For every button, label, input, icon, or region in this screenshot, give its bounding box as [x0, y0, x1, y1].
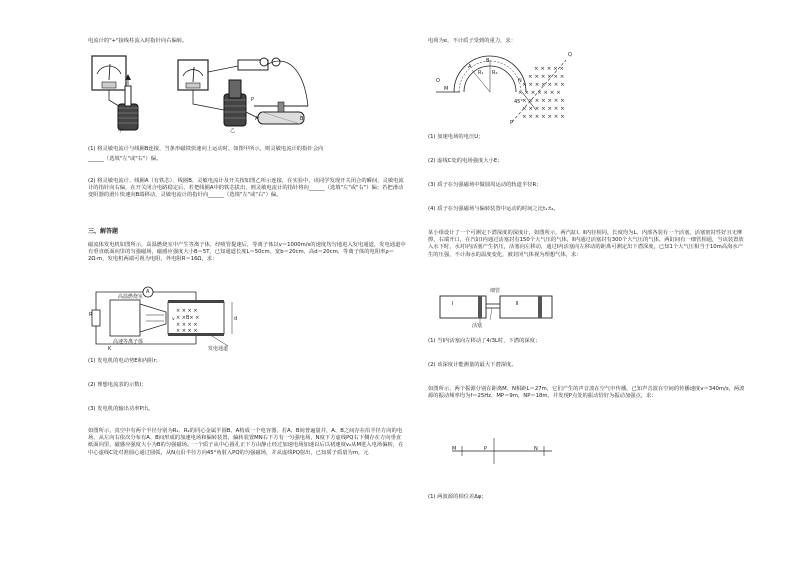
q2-part1: (1) 发电机的电动势E和内阻r； [88, 358, 161, 364]
q4-stem: 某小组设计了一个可测定下潜深度的深度计，如图所示，两汽缸Ⅰ、Ⅱ内径相同，长度均为L，内部各装有一个活塞，活塞密封性好且无摩擦，右端开口，在汽缸Ⅰ内通过活塞封有150个大气压的气体，Ⅱ内通过活塞封有300个大气压的气体，两缸间有一细管相通，当该装置放入水下时，水对Ⅰ内活塞产生挤压，活塞向左移动，通过Ⅰ内活塞向左移动的距离可测定出下潜深度，已知1个大气压相当于10m高海水产生的压强，不计海水的温度变化，被封闭气体视为理想气体，求： [428, 230, 744, 258]
fig5-label-N: N [534, 446, 538, 452]
q5-stem: 如图所示，两个振源分别在距离M、N相距L＝27m，它们产生的声音波在空气中传播，已知声音波在空间的传播速度v＝340m/s，两波源的振动频率均为f＝25Hz，MP＝9m，NP＝18m，并发现P点处的振动恰好为振动加强点，求： [428, 386, 745, 400]
q4-part1: (1) 当Ⅰ内活塞向左移动了4/3L时，下潜的深度； [428, 338, 541, 344]
left-intro-text: 电流计的"+"接线柱流入时指针向右偏转。 [88, 38, 188, 44]
svg-text:v: v [172, 317, 175, 322]
q3-part2: (2) 虚线C处的电场强度大小E； [428, 158, 503, 164]
fig2-label-K: K [108, 346, 112, 352]
figure-galvanometer-coils [88, 50, 313, 138]
fig2-label-A: A [146, 289, 150, 295]
fig2-label-plasma: 高速等离子体 [113, 339, 144, 345]
fig3-label-N: N [518, 78, 522, 84]
q5-part1: (1) 两波源的相位差Δφ； [428, 494, 487, 500]
right-column [428, 0, 748, 562]
svg-text:× × × ×: × × × × [176, 322, 198, 328]
q1-part1-blank: ______（选填"左"或"右"）偏。 [88, 156, 162, 162]
q3-stem: 如图所示，真空中有两个半径分别为R₁、R₂的同心金属半圆B、A构成一个电容器，若A、B间普遍量并，A、B之间存在沿半径方向的电场，从左向右依次分布有A、B间形成的加速电场和偏转装置，偏转装置MN右下方有一匀强电场，N度下方虚线PQ右下侧存在方向垂直纸面向里，磁感应强度大小为B的匀强磁场。一个质子从中心圆孔正下方由静止经过加速电场加速以后以初速度v₀从M进入电场偏转，在中心虚线C处对准圆心通过圆弧，从N点沿半径方向45°角射入PQ的匀强磁场，并从虚线PQ射出，已知质子质量为m，元 [88, 428, 404, 456]
fig2-label-channel: 发电通道 [208, 346, 229, 352]
fig3-label-Q: Q [568, 52, 572, 58]
figure-wave-sources [448, 436, 558, 466]
fig3-label-M: M [444, 86, 449, 92]
q3-part1: (1) 加速电场的电压U； [428, 134, 484, 140]
svg-text:× × × ×: × × × × [176, 328, 198, 334]
left-column [88, 0, 406, 562]
fig3-label-R2: R₂ [492, 70, 498, 76]
q2-stem: 磁流体发电机如图所示，高温燃烧室中产生等离子体，经喷管提速后，等离子体以v＝1000m/s的速度均匀地进入发电通道，发电通道中有垂直纸面向里的匀强磁场，磁感应强度大小B＝5T，已知通道长度L＝50cm、宽b＝20cm、高d＝20cm，等离子体的电阻率ρ＝2Ω·m，发电机两端可视为电阻，外电阻R＝16Ω，求： [88, 242, 406, 263]
fig1-label-A: A [255, 116, 259, 122]
q2-part2: (2) 理想电流表的示数I； [88, 382, 147, 388]
fig2-label-R: R [89, 312, 93, 318]
svg-text:× × × × ×: × × × × × [534, 66, 565, 72]
figure-proton-deflection [436, 50, 586, 126]
svg-text:× × × × × ×: × × × × × × [528, 74, 565, 80]
svg-text:× × × × × × ×: × × × × × × × [518, 90, 561, 96]
fig1-label-P: P [251, 97, 255, 103]
fig3-label-P: P [510, 120, 514, 126]
svg-text:× × × ×: × × × × [176, 308, 198, 314]
fig4-label-cyl2: Ⅱ [516, 301, 519, 307]
fig1-label-jia: 甲 [118, 128, 124, 134]
fig3-label-B: B [486, 58, 490, 64]
fig1-label-yi: 乙 [230, 128, 236, 134]
fig3-label-45deg: 45° [514, 99, 523, 105]
fig1-label-B: B [300, 116, 304, 122]
fig5-label-P: P [484, 446, 488, 452]
q4-part2: (2) 该深度计能测量的最大下潜深度。 [428, 362, 517, 368]
fig5-label-M: M [452, 446, 457, 452]
q1-part2: (2) 将灵敏电流计、线圈A（有铁芯）、线圈B、灵敏电流计及开关按如图乙所示连接，在实验中，该同学发现开关闭合的瞬间，灵敏电流计的指针向右偏，在开关闭合电路稳定后，若把线圈A中的铁芯拔出，则灵敏电流计的指针将向______（选填"左"或"右"）偏；若把滑动变阻器的滑片快速向B端移动，灵敏电流计的指针向______（选填"左"或"右"）偏。 [88, 178, 404, 199]
fig3-label-O: O [436, 78, 440, 84]
fig2-label-chamber: 高温燃烧室 [118, 294, 144, 300]
fig4-label-tube: 细管 [490, 288, 501, 294]
fig3-label-A: A [468, 64, 472, 70]
svg-text:× × × × × × ×: × × × × × × × [522, 82, 565, 88]
fig4-label-cyl1: Ⅰ [452, 301, 454, 307]
svg-text:d: d [234, 316, 238, 322]
q3-part4: (4) 质子在匀强磁场与偏转装置中运动的时间之比t₁:t₂。 [428, 206, 559, 212]
figure-depth-gauge [438, 290, 558, 326]
q3-part3: (3) 质子在匀强磁场中做圆周运动的轨道半径R； [428, 182, 542, 188]
svg-text:× ×B× ×: × ×B× × [176, 315, 200, 321]
q2-part3: (3) 发电机的输出功率P出。 [88, 406, 154, 412]
fig4-label-piston: 活塞 [472, 323, 483, 329]
q3-stem-continued: 电荷为e，不计质子受到的重力，求： [428, 38, 517, 44]
section-heading: 三、解答题 [88, 228, 119, 235]
svg-text:× × × × × × ×: × × × × × × × [522, 98, 565, 104]
q1-part1: (1) 将灵敏电流计与线圈B连接，当条形磁铁快速向上运动时，如图甲所示，则灵敏电流计的指针会向 [88, 146, 324, 152]
svg-text:× × × × × × ×: × × × × × × × [522, 106, 565, 112]
svg-text:× × × × × × ×: × × × × × × × [522, 114, 565, 120]
fig3-label-R1: R₁ [478, 70, 484, 76]
